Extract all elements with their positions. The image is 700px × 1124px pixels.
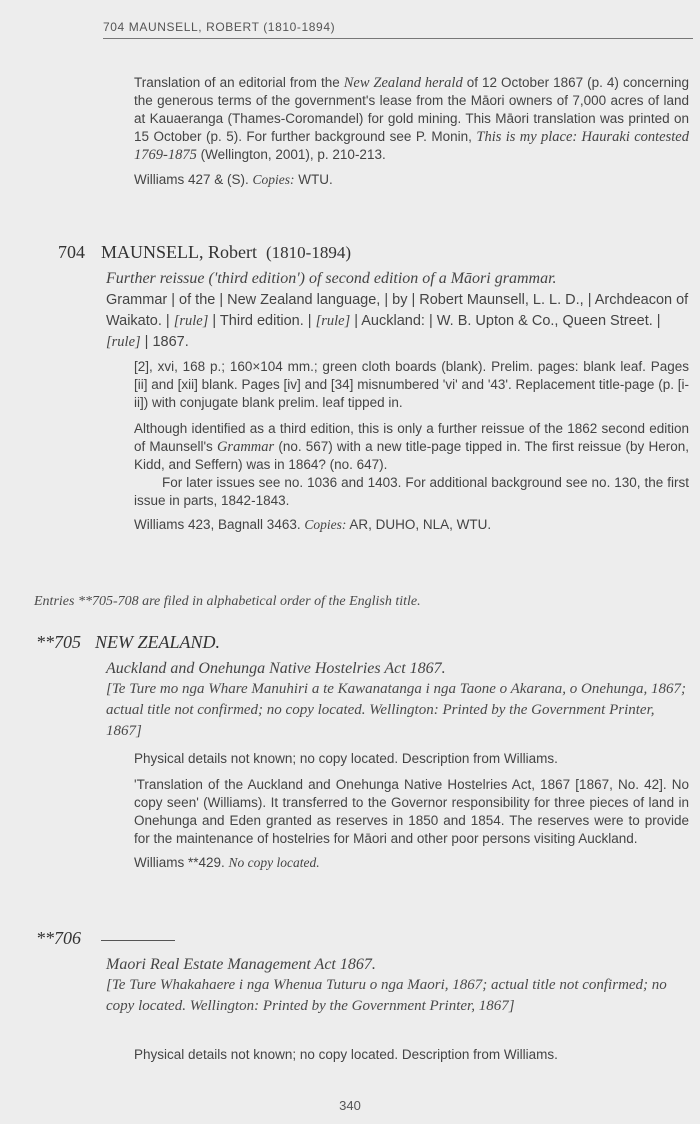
entry-704-body (134, 358, 689, 534)
entry-704-title: Further reissue ('third edition') of second edition of a Māori grammar. Grammar | of the | New Zealand language, | by | Robert Maunsell, L. L. D., | Archdeacon of Waikato. | [rule] | Third edition. | [rule] | Auckland: | W. B. Upton & Co., Queen Street. | [rule] | 1867. (106, 268, 691, 353)
prev-entry-refs: Williams 427 & (S). Copies: WTU. (134, 172, 333, 187)
entry-number: 704 (58, 242, 85, 262)
running-head: 704 MAUNSELL, ROBERT (1810-1894) (103, 20, 693, 39)
entry-705-body (134, 750, 689, 872)
entry-author: MAUNSELL, Robert (1810-1894) (101, 242, 351, 262)
ditto-rule (101, 940, 175, 941)
entry-number: **705 (36, 632, 81, 652)
prev-entry-tail (134, 74, 689, 189)
entry-706-body (134, 1046, 689, 1064)
entry-author: NEW ZEALAND. (95, 632, 221, 652)
entry-706-title: Maori Real Estate Management Act 1867. [Te Ture Whakahaere i nga Whenua Tuturu o nga Maori, 1867; actual title not confirmed; no copy located. Wellington: Printed by the Government Printer, 1867] (106, 954, 686, 1017)
entry-705-heading (36, 632, 676, 653)
physical-description: [2], xvi, 168 p.; 160×104 mm.; green cloth boards (blank). Prelim. pages: blank leaf. Pages [ii] and [xii] blank. Pages [iv] and [34] misnumbered 'vi' and '43'. Replacement title-page (p. [i-ii]) with conjugate blank prelim. leaf tipped in. (134, 359, 689, 410)
entry-note-continued: For later issues see no. 1036 and 1403. For additional background see no. 130, the first issue in parts, 1842-1843. (134, 475, 689, 508)
filing-note: Entries **705-708 are filed in alphabetical order of the English title. (34, 594, 421, 609)
prev-entry-note: Translation of an editorial from the New Zealand herald of 12 October 1867 (p. 4) concerning the generous terms of the government's lease from the Māori owners of 7,000 acres of land at Kauaeranga (Thames-Coromandel) for gold mining. This Māori translation was printed on 15 October (p. 5). For further background see P. Monin, This is my place: Hauraki contested 1769-1875 (Wellington, 2001), p. 210-213. (134, 75, 689, 163)
title-transcription: Grammar | of the | New Zealand language, | by | Robert Maunsell, L. L. D., | Archdeacon of Waikato. | [rule] | Third edition. | [rule] | Auckland: | W. B. Upton & Co., Queen Street. | [rule] | 1867. (106, 292, 689, 350)
entry-705-title: Auckland and Onehunga Native Hostelries Act 1867. [Te Ture mo nga Whare Manuhiri a te Kawanatanga i nga Taone o Akarana, o Onehunga, 1867; actual title not confirmed; no copy located. Wellington: Printed by the Government Printer, 1867] (106, 658, 686, 742)
page-number: 340 (339, 1098, 361, 1113)
physical-description: Physical details not known; no copy located. Description from Williams. (134, 751, 558, 766)
title-transcription: [Te Ture Whakahaere i nga Whenua Tuturu o nga Maori, 1867; actual title not confirmed; no copy located. Wellington: Printed by the Government Printer, 1867] (106, 977, 667, 1014)
entry-704-heading (58, 242, 698, 263)
entry-refs: Williams 423, Bagnall 3463. Copies: AR, DUHO, NLA, WTU. (134, 517, 492, 532)
title-transcription: [Te Ture mo nga Whare Manuhiri a te Kawanatanga i nga Taone o Akarana, o Onehunga, 1867; actual title not confirmed; no copy located. Wellington: Printed by the Government Printer, 1867] (106, 681, 687, 739)
physical-description: Physical details not known; no copy located. Description from Williams. (134, 1047, 558, 1062)
entry-number: **706 (36, 928, 81, 948)
entry-note: Although identified as a third edition, this is only a further reissue of the 1862 second edition of Maunsell's Grammar (no. 567) with a new title-page tipped in. The first reissue (by Heron, Kidd, and Seffern) was in 1864? (no. 647). (134, 421, 689, 472)
entry-note: 'Translation of the Auckland and Onehunga Native Hostelries Act, 1867 [1867, No. 42]. No copy seen' (Williams). It transferred to the Governor responsibility for three pieces of land in Onehunga and Eden granted as reserves in 1850 and 1854. The reserves were to provide for the maintenance of hostelries for Māori and other poor persons visiting Auckland. (134, 777, 689, 846)
entry-706-heading (36, 928, 676, 949)
entry-refs: Williams **429. No copy located. (134, 855, 320, 870)
